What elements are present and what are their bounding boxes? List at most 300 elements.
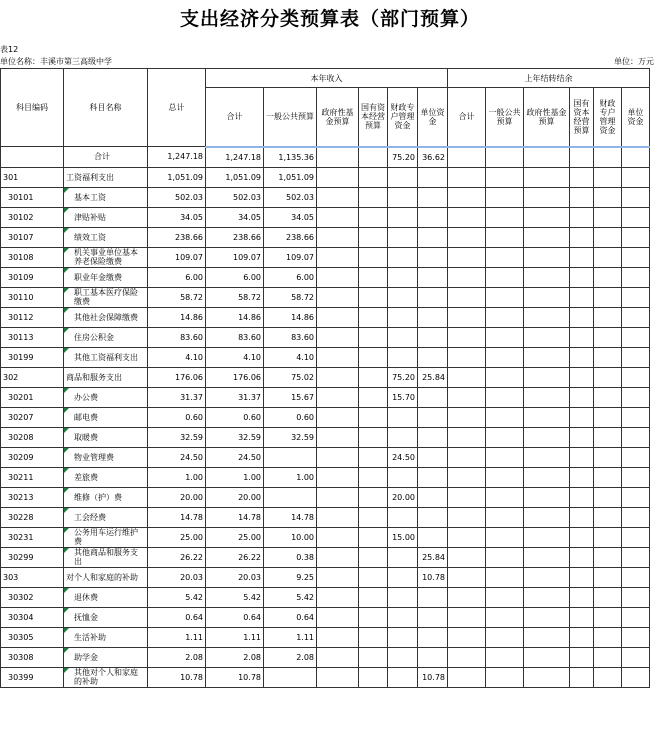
cell-code: 30201	[1, 387, 64, 407]
cell-fin	[388, 667, 418, 687]
cell-prev-empty	[524, 667, 570, 687]
cell-total: 25.00	[148, 527, 206, 547]
cell-prev-empty	[524, 527, 570, 547]
cell-fund	[317, 407, 359, 427]
cell-soe	[359, 167, 388, 187]
table-body	[1, 147, 650, 688]
cell-soe	[359, 367, 388, 387]
cell-prev-empty	[622, 587, 650, 607]
cell-own	[418, 207, 448, 227]
cell-code: 30110	[1, 287, 64, 307]
cell-code: 302	[1, 367, 64, 387]
cell-fin	[388, 187, 418, 207]
cell-prev-empty	[594, 627, 622, 647]
header-prev-sum: 合计	[448, 88, 486, 147]
cell-prev-empty	[486, 187, 524, 207]
cell-prev-empty	[570, 667, 594, 687]
cell-prev-empty	[622, 647, 650, 667]
header-cur-own: 单位资金	[418, 88, 448, 147]
table-row	[1, 467, 650, 487]
cell-own	[418, 507, 448, 527]
cell-code: 30209	[1, 447, 64, 467]
cell-prev-empty	[594, 647, 622, 667]
cell-fund	[317, 207, 359, 227]
cell-soe	[359, 427, 388, 447]
cell-code: 30112	[1, 307, 64, 327]
cell-fund	[317, 307, 359, 327]
cell-name: 差旅费	[64, 467, 148, 487]
cell-total: 176.06	[148, 367, 206, 387]
cell-name: 住房公积金	[64, 327, 148, 347]
cell-code: 30199	[1, 347, 64, 367]
cell-soe	[359, 387, 388, 407]
cell-code: 30231	[1, 527, 64, 547]
cell-prev-empty	[524, 147, 570, 168]
cell-name: 其他工资福利支出	[64, 347, 148, 367]
cell-soe	[359, 267, 388, 287]
cell-prev-empty	[486, 367, 524, 387]
cell-soe	[359, 187, 388, 207]
cell-prev-empty	[622, 307, 650, 327]
header-prev-fin: 财政专户管理资金	[594, 88, 622, 147]
cell-prev-empty	[594, 387, 622, 407]
cell-fin	[388, 587, 418, 607]
cell-name: 抚恤金	[64, 607, 148, 627]
cell-gen: 10.00	[264, 527, 317, 547]
cell-gen: 32.59	[264, 427, 317, 447]
table-row	[1, 607, 650, 627]
cell-sum: 238.66	[206, 227, 264, 247]
cell-name: 物业管理费	[64, 447, 148, 467]
cell-prev-empty	[524, 487, 570, 507]
cell-prev-empty	[594, 667, 622, 687]
cell-prev-empty	[594, 247, 622, 267]
cell-prev-empty	[622, 567, 650, 587]
cell-soe	[359, 147, 388, 168]
cell-fin: 75.20	[388, 367, 418, 387]
cell-prev-empty	[486, 167, 524, 187]
cell-prev-empty	[594, 307, 622, 327]
cell-fund	[317, 647, 359, 667]
cell-prev-empty	[524, 167, 570, 187]
cell-prev-empty	[448, 627, 486, 647]
cell-prev-empty	[594, 567, 622, 587]
table-row	[1, 507, 650, 527]
header-cur-gen: 一般公共预算	[264, 88, 317, 147]
cell-prev-empty	[570, 167, 594, 187]
cell-sum: 24.50	[206, 447, 264, 467]
cell-sum: 14.86	[206, 307, 264, 327]
cell-prev-empty	[570, 367, 594, 387]
cell-prev-empty	[622, 627, 650, 647]
cell-total: 1,247.18	[148, 147, 206, 168]
table-row	[1, 627, 650, 647]
cell-prev-empty	[594, 347, 622, 367]
cell-name: 助学金	[64, 647, 148, 667]
table-row	[1, 167, 650, 187]
cell-prev-empty	[622, 187, 650, 207]
cell-sum: 10.78	[206, 667, 264, 687]
cell-sum: 25.00	[206, 527, 264, 547]
cell-prev-empty	[524, 567, 570, 587]
table-row	[1, 227, 650, 247]
cell-fund	[317, 327, 359, 347]
cell-fund	[317, 527, 359, 547]
cell-prev-empty	[570, 627, 594, 647]
cell-sum: 2.08	[206, 647, 264, 667]
cell-prev-empty	[524, 207, 570, 227]
cell-prev-empty	[570, 447, 594, 467]
cell-fund	[317, 507, 359, 527]
cell-sum: 0.60	[206, 407, 264, 427]
cell-prev-empty	[570, 547, 594, 567]
cell-own: 25.84	[418, 547, 448, 567]
cell-total: 20.00	[148, 487, 206, 507]
cell-prev-empty	[570, 427, 594, 447]
cell-prev-empty	[622, 407, 650, 427]
cell-fin: 15.70	[388, 387, 418, 407]
cell-prev-empty	[448, 187, 486, 207]
cell-soe	[359, 407, 388, 427]
cell-total: 24.50	[148, 447, 206, 467]
table-row	[1, 487, 650, 507]
table-number: 表12	[0, 45, 19, 54]
cell-sum: 1.11	[206, 627, 264, 647]
cell-code: 30108	[1, 247, 64, 267]
cell-prev-empty	[594, 227, 622, 247]
cell-soe	[359, 307, 388, 327]
cell-prev-empty	[486, 547, 524, 567]
cell-total: 14.86	[148, 307, 206, 327]
cell-prev-empty	[622, 267, 650, 287]
cell-fin	[388, 207, 418, 227]
cell-fund	[317, 607, 359, 627]
cell-prev-empty	[448, 247, 486, 267]
cell-code: 30399	[1, 667, 64, 687]
cell-fund	[317, 467, 359, 487]
cell-prev-empty	[570, 387, 594, 407]
cell-prev-empty	[486, 247, 524, 267]
cell-prev-empty	[486, 387, 524, 407]
cell-prev-empty	[448, 167, 486, 187]
cell-prev-empty	[524, 607, 570, 627]
cell-prev-empty	[448, 587, 486, 607]
cell-prev-empty	[570, 327, 594, 347]
cell-soe	[359, 587, 388, 607]
cell-prev-empty	[622, 327, 650, 347]
cell-name: 职业年金缴费	[64, 267, 148, 287]
header-cur-sum: 合计	[206, 88, 264, 147]
cell-fund	[317, 587, 359, 607]
cell-prev-empty	[524, 547, 570, 567]
cell-soe	[359, 447, 388, 467]
header-cur-fin: 财政专户管理资金	[388, 88, 418, 147]
cell-gen: 14.86	[264, 307, 317, 327]
cell-prev-empty	[622, 367, 650, 387]
cell-prev-empty	[594, 147, 622, 168]
cell-prev-empty	[448, 547, 486, 567]
header-prev-soe: 国有资本经营预算	[570, 88, 594, 147]
cell-code: 30308	[1, 647, 64, 667]
cell-prev-empty	[570, 307, 594, 327]
cell-sum: 32.59	[206, 427, 264, 447]
cell-soe	[359, 607, 388, 627]
cell-name: 邮电费	[64, 407, 148, 427]
cell-own	[418, 387, 448, 407]
table-row	[1, 567, 650, 587]
cell-gen: 75.02	[264, 367, 317, 387]
cell-soe	[359, 547, 388, 567]
cell-fin	[388, 427, 418, 447]
cell-total: 34.05	[148, 207, 206, 227]
cell-own	[418, 327, 448, 347]
cell-gen	[264, 447, 317, 467]
header-code: 科目编码	[1, 69, 64, 147]
cell-code: 30213	[1, 487, 64, 507]
cell-soe	[359, 247, 388, 267]
cell-prev-empty	[448, 427, 486, 447]
cell-prev-empty	[524, 647, 570, 667]
cell-total: 31.37	[148, 387, 206, 407]
cell-prev-empty	[524, 387, 570, 407]
cell-prev-empty	[486, 207, 524, 227]
cell-own: 10.78	[418, 667, 448, 687]
cell-sum: 83.60	[206, 327, 264, 347]
cell-prev-empty	[594, 527, 622, 547]
table-row	[1, 667, 650, 687]
table-row	[1, 267, 650, 287]
cell-own: 10.78	[418, 567, 448, 587]
cell-code: 30305	[1, 627, 64, 647]
cell-fin	[388, 407, 418, 427]
cell-total: 109.07	[148, 247, 206, 267]
table-row	[1, 647, 650, 667]
cell-total: 5.42	[148, 587, 206, 607]
cell-code: 30207	[1, 407, 64, 427]
cell-prev-empty	[524, 447, 570, 467]
cell-name: 津贴补贴	[64, 207, 148, 227]
cell-prev-empty	[594, 187, 622, 207]
cell-prev-empty	[622, 607, 650, 627]
cell-prev-empty	[570, 347, 594, 367]
cell-sum: 20.03	[206, 567, 264, 587]
cell-prev-empty	[524, 327, 570, 347]
header-prev-fund: 政府性基金预算	[524, 88, 570, 147]
cell-prev-empty	[622, 167, 650, 187]
header-prev-own: 单位资金	[622, 88, 650, 147]
cell-total: 32.59	[148, 427, 206, 447]
cell-prev-empty	[486, 147, 524, 168]
cell-prev-empty	[594, 607, 622, 627]
table-row	[1, 387, 650, 407]
cell-fund	[317, 187, 359, 207]
cell-prev-empty	[524, 367, 570, 387]
cell-own	[418, 447, 448, 467]
cell-gen: 1.11	[264, 627, 317, 647]
cell-prev-empty	[524, 227, 570, 247]
cell-fund	[317, 387, 359, 407]
cell-prev-empty	[448, 527, 486, 547]
cell-prev-empty	[448, 487, 486, 507]
cell-fund	[317, 167, 359, 187]
cell-total: 1.11	[148, 627, 206, 647]
cell-prev-empty	[486, 287, 524, 307]
cell-sum: 109.07	[206, 247, 264, 267]
cell-prev-empty	[524, 427, 570, 447]
cell-gen: 6.00	[264, 267, 317, 287]
cell-prev-empty	[570, 467, 594, 487]
cell-prev-empty	[486, 527, 524, 547]
cell-name: 其他商品和服务支出	[64, 547, 148, 567]
cell-prev-empty	[448, 327, 486, 347]
cell-prev-empty	[486, 307, 524, 327]
cell-prev-empty	[594, 407, 622, 427]
cell-prev-empty	[486, 227, 524, 247]
cell-gen	[264, 487, 317, 507]
cell-total: 26.22	[148, 547, 206, 567]
cell-fin	[388, 247, 418, 267]
cell-prev-empty	[448, 667, 486, 687]
cell-gen: 502.03	[264, 187, 317, 207]
cell-prev-empty	[486, 587, 524, 607]
cell-fund	[317, 567, 359, 587]
cell-own	[418, 467, 448, 487]
cell-fund	[317, 227, 359, 247]
cell-prev-empty	[448, 307, 486, 327]
cell-total: 10.78	[148, 667, 206, 687]
cell-prev-empty	[594, 467, 622, 487]
cell-prev-empty	[622, 527, 650, 547]
table-row	[1, 207, 650, 227]
cell-fin	[388, 507, 418, 527]
cell-prev-empty	[448, 147, 486, 168]
cell-prev-empty	[486, 567, 524, 587]
cell-fund	[317, 487, 359, 507]
cell-code: 301	[1, 167, 64, 187]
cell-gen: 5.42	[264, 587, 317, 607]
cell-own	[418, 407, 448, 427]
cell-prev-empty	[594, 507, 622, 527]
cell-own	[418, 267, 448, 287]
header-prev-balance: 上年结转结余	[448, 69, 650, 88]
cell-fin	[388, 267, 418, 287]
cell-soe	[359, 567, 388, 587]
cell-name: 维修（护）费	[64, 487, 148, 507]
cell-soe	[359, 327, 388, 347]
cell-prev-empty	[594, 207, 622, 227]
cell-prev-empty	[570, 487, 594, 507]
header-cur-fund: 政府性基金预算	[317, 88, 359, 147]
cell-prev-empty	[448, 447, 486, 467]
cell-prev-empty	[594, 547, 622, 567]
cell-prev-empty	[622, 227, 650, 247]
cell-prev-empty	[622, 447, 650, 467]
cell-gen: 83.60	[264, 327, 317, 347]
cell-sum: 1.00	[206, 467, 264, 487]
cell-prev-empty	[448, 647, 486, 667]
cell-total: 6.00	[148, 267, 206, 287]
page-title: 支出经济分类预算表（部门预算）	[179, 8, 480, 30]
cell-prev-empty	[524, 467, 570, 487]
cell-fin	[388, 327, 418, 347]
cell-code: 30302	[1, 587, 64, 607]
cell-fund	[317, 447, 359, 467]
cell-fund	[317, 287, 359, 307]
cell-prev-empty	[594, 427, 622, 447]
cell-prev-empty	[622, 147, 650, 168]
cell-prev-empty	[448, 287, 486, 307]
cell-prev-empty	[524, 347, 570, 367]
cell-code: 30101	[1, 187, 64, 207]
cell-total: 20.03	[148, 567, 206, 587]
cell-prev-empty	[570, 147, 594, 168]
cell-sum: 6.00	[206, 267, 264, 287]
cell-total: 2.08	[148, 647, 206, 667]
cell-name: 退休费	[64, 587, 148, 607]
cell-own	[418, 487, 448, 507]
cell-prev-empty	[594, 447, 622, 467]
cell-name: 合计	[64, 147, 148, 168]
cell-name: 基本工资	[64, 187, 148, 207]
cell-prev-empty	[486, 347, 524, 367]
cell-prev-empty	[594, 287, 622, 307]
cell-gen: 2.08	[264, 647, 317, 667]
cell-prev-empty	[570, 267, 594, 287]
cell-prev-empty	[570, 227, 594, 247]
cell-sum: 14.78	[206, 507, 264, 527]
cell-prev-empty	[486, 407, 524, 427]
cell-gen: 1,135.36	[264, 147, 317, 168]
cell-gen: 0.60	[264, 407, 317, 427]
cell-prev-empty	[570, 527, 594, 547]
cell-own	[418, 287, 448, 307]
unit-name: 单位名称：丰溪市第三高级中学	[0, 57, 112, 66]
cell-prev-empty	[570, 287, 594, 307]
cell-fin	[388, 627, 418, 647]
cell-fin: 15.00	[388, 527, 418, 547]
cell-fin: 24.50	[388, 447, 418, 467]
cell-name: 公务用车运行维护费	[64, 527, 148, 547]
cell-prev-empty	[524, 507, 570, 527]
cell-fund	[317, 427, 359, 447]
unit-label: 单位：万元	[614, 57, 654, 66]
table-row	[1, 367, 650, 387]
table-row	[1, 447, 650, 467]
cell-prev-empty	[486, 427, 524, 447]
cell-prev-empty	[486, 667, 524, 687]
cell-prev-empty	[448, 267, 486, 287]
cell-sum: 502.03	[206, 187, 264, 207]
cell-sum: 0.64	[206, 607, 264, 627]
cell-own: 36.62	[418, 147, 448, 168]
cell-own	[418, 427, 448, 447]
cell-prev-empty	[486, 627, 524, 647]
cell-fin	[388, 287, 418, 307]
cell-prev-empty	[486, 487, 524, 507]
cell-fin	[388, 307, 418, 327]
cell-gen: 0.64	[264, 607, 317, 627]
cell-prev-empty	[622, 467, 650, 487]
cell-code	[1, 147, 64, 168]
cell-gen: 1.00	[264, 467, 317, 487]
cell-fund	[317, 627, 359, 647]
cell-prev-empty	[448, 227, 486, 247]
cell-fund	[317, 267, 359, 287]
cell-soe	[359, 507, 388, 527]
cell-code: 30304	[1, 607, 64, 627]
cell-total: 83.60	[148, 327, 206, 347]
header-current-year: 本年收入	[206, 69, 448, 88]
